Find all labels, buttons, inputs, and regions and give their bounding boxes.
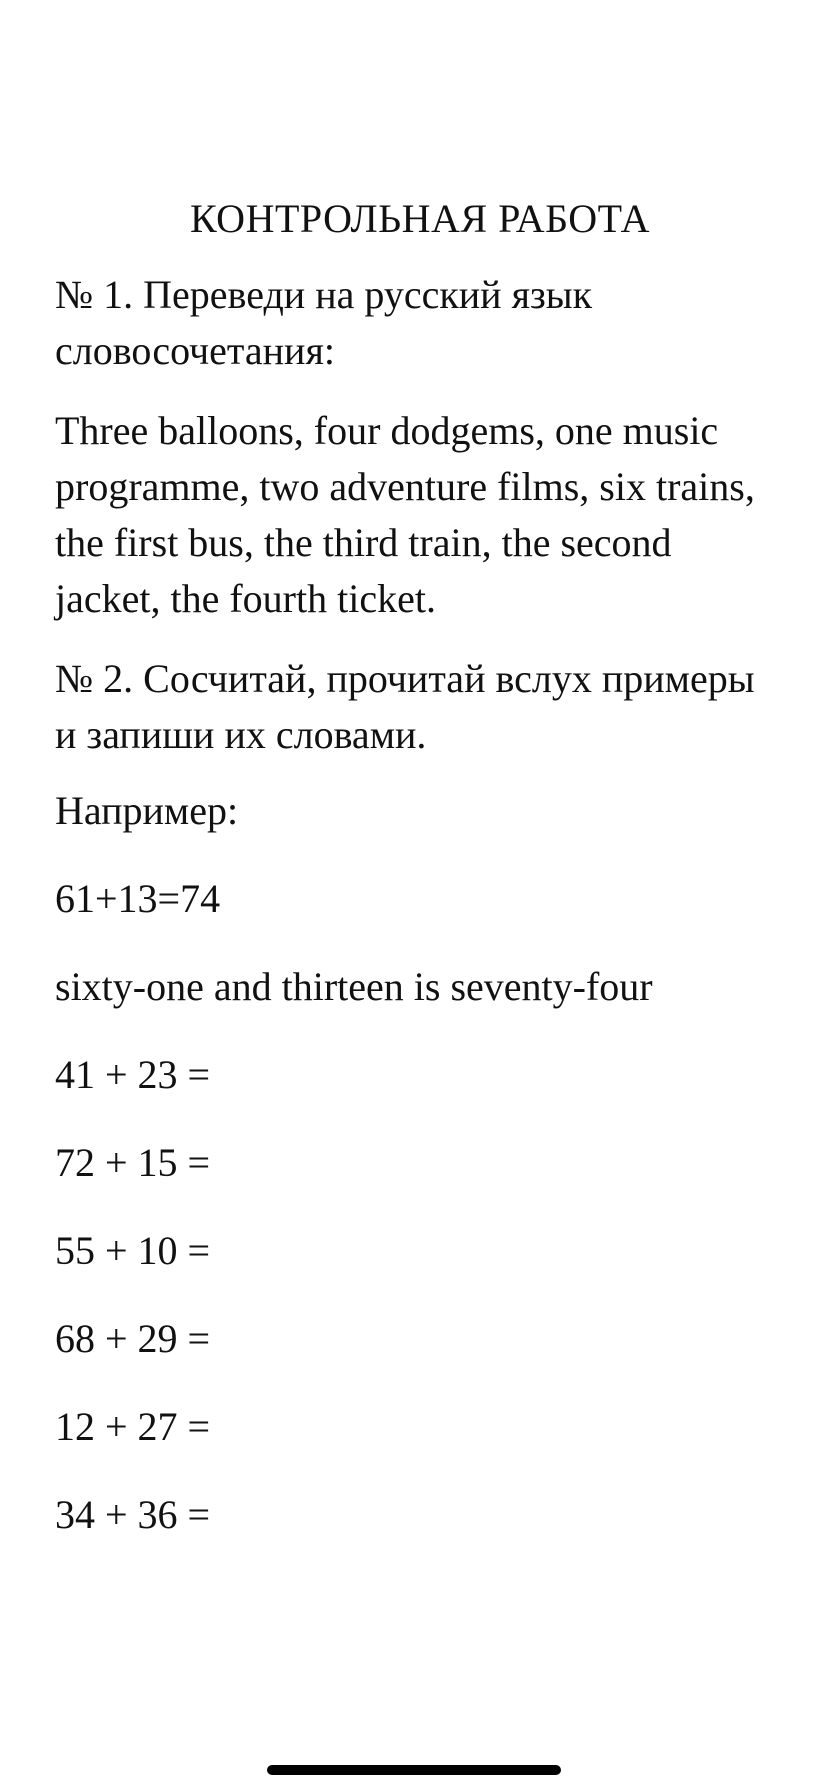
example-label: Например: — [55, 788, 239, 833]
problem-2: 72 + 15 = — [55, 1140, 211, 1185]
task-1-heading: № 1. Переведи на русский язык словосочетания: — [55, 272, 593, 373]
problem-6: 34 + 36 = — [55, 1492, 211, 1537]
problem-3: 55 + 10 = — [55, 1228, 211, 1273]
problem-5: 12 + 27 = — [55, 1404, 211, 1449]
document — [55, 195, 785, 1579]
home-indicator[interactable] — [267, 1765, 561, 1775]
problem-4: 68 + 29 = — [55, 1316, 211, 1361]
task-2-heading: № 2. Сосчитай, прочитай вслух примеры и запиши их словами. — [55, 656, 755, 757]
task-1-text: Three balloons, four dodgems, one music programme, two adventure films, six trains, the first bus, the third train, the second jacket, the fourth ticket. — [55, 408, 755, 621]
problem-1: 41 + 23 = — [55, 1052, 211, 1097]
document-title: КОНТРОЛЬНАЯ РАБОТА — [190, 196, 650, 241]
example-words: sixty-one and thirteen is seventy-four — [55, 964, 653, 1009]
example-expression: 61+13=74 — [55, 876, 221, 921]
